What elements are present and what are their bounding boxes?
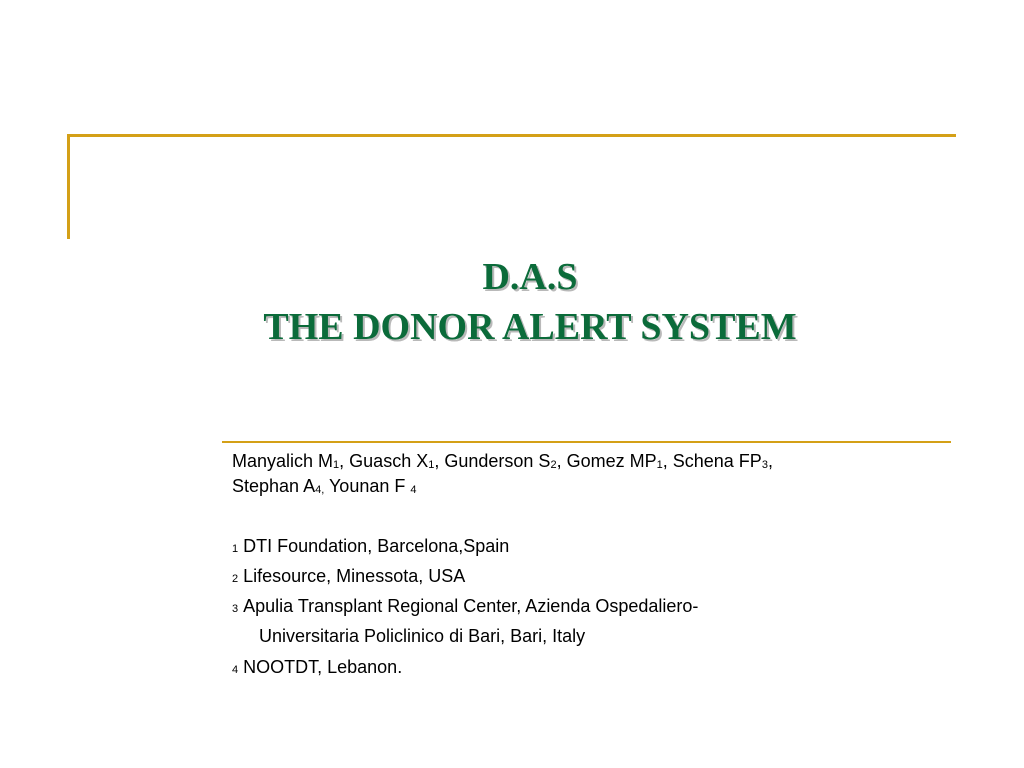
affiliation-text: Universitaria Policlinico di Bari, Bari, Italy (259, 626, 586, 646)
author-line-2 (232, 475, 952, 500)
author-separator: , (434, 451, 445, 471)
author-name: Guasch X (349, 451, 429, 471)
title-line-2: THE DONOR ALERT SYSTEM (263, 306, 797, 348)
affiliation-text: DTI Foundation, Barcelona,Spain (243, 536, 510, 556)
author-name: Stephan A (232, 476, 316, 496)
affiliation-number: 2 (232, 573, 239, 585)
author-name: Manyalich M (232, 451, 334, 471)
affiliation-number: 4 (232, 664, 239, 676)
affiliation-item (232, 595, 698, 620)
author-name: Younan F (328, 476, 411, 496)
author-separator: , (662, 451, 673, 471)
author-name: Gomez MP (566, 451, 657, 471)
affiliation-text: Lifesource, Minessota, USA (243, 566, 466, 586)
frame-top-rule (67, 134, 956, 137)
author-affil-ref: 2 (550, 459, 557, 471)
author-affil-ref: 1 (333, 459, 340, 471)
author-affil-ref: 4, (315, 484, 325, 496)
author-affil-ref: 4 (410, 484, 417, 496)
affiliation-text: NOOTDT, Lebanon. (243, 657, 403, 677)
author-affil-ref: 1 (656, 459, 663, 471)
affiliation-item (232, 565, 465, 590)
title-line-1: D.A.S (482, 256, 578, 298)
author-separator: , (767, 451, 773, 471)
affiliation-text: Apulia Transplant Regional Center, Azienda Ospedaliero- (243, 596, 699, 616)
affiliation-item (232, 656, 402, 681)
authors-block (232, 450, 952, 500)
author-affil-ref: 3 (761, 459, 768, 471)
content-divider (222, 441, 951, 443)
author-separator: , (556, 451, 567, 471)
affiliation-item (232, 535, 509, 560)
slide-title (0, 252, 1024, 352)
author-separator: , (339, 451, 350, 471)
affiliation-number: 3 (232, 603, 239, 615)
affiliation-number: 1 (232, 543, 239, 555)
author-name: Schena FP (672, 451, 762, 471)
frame-left-rule (67, 134, 70, 239)
author-affil-ref: 1 (428, 459, 435, 471)
author-name: Gunderson S (444, 451, 551, 471)
author-line-1 (232, 450, 952, 475)
affiliation-item-continuation (259, 625, 585, 647)
